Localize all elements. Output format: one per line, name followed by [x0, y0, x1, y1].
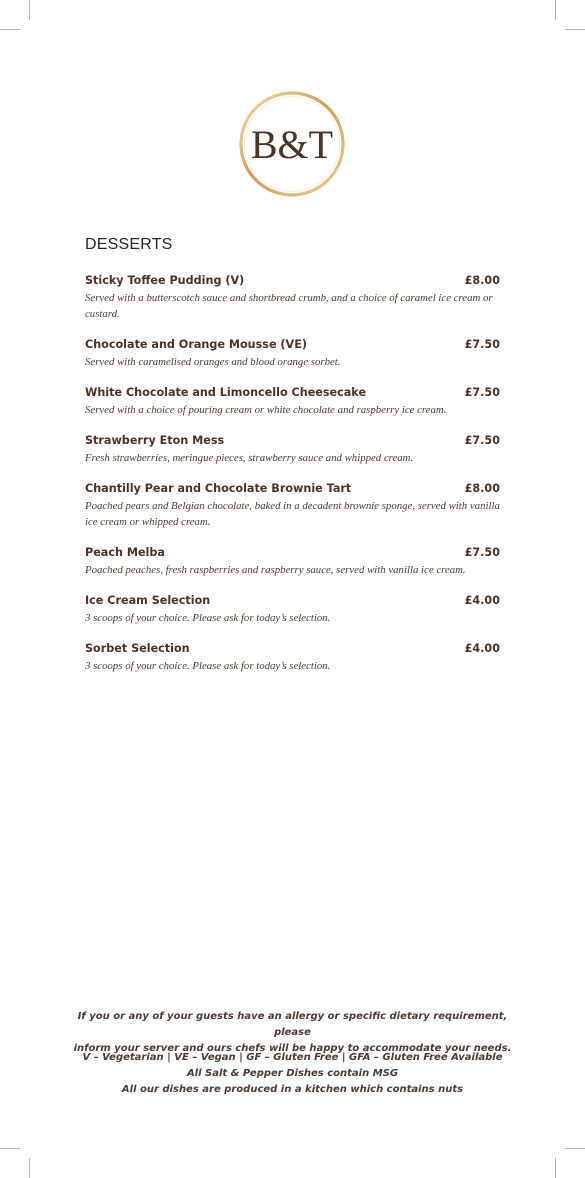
- item-name: Peach Melba: [85, 546, 165, 559]
- brand-logo: [236, 88, 348, 200]
- menu-item: [85, 642, 500, 674]
- menu-item: [85, 546, 500, 578]
- crop-mark: [555, 1158, 556, 1178]
- item-price: £8.00: [464, 482, 500, 495]
- section-title: DESSERTS: [85, 236, 173, 253]
- item-price: £7.50: [464, 338, 500, 351]
- menu-item: [85, 386, 500, 418]
- item-price: £8.00: [464, 274, 500, 287]
- crop-mark: [555, 0, 556, 20]
- item-name: Sorbet Selection: [85, 642, 190, 655]
- crop-mark: [29, 0, 30, 20]
- item-description: 3 scoops of your choice. Please ask for today’s selection.: [85, 612, 331, 624]
- item-name: Chantilly Pear and Chocolate Brownie Tart: [85, 482, 352, 495]
- nuts-note: All our dishes are produced in a kitchen which contains nuts: [121, 1084, 464, 1095]
- item-price: £7.50: [464, 386, 500, 399]
- menu-item: [85, 482, 500, 530]
- item-description: Served with a choice of pouring cream or white chocolate and raspberry ice cream.: [85, 404, 447, 416]
- item-name: Strawberry Eton Mess: [85, 434, 225, 447]
- allergy-line: inform your server and ours chefs will be happy to accommodate your needs.: [73, 1043, 512, 1054]
- menu-item: [85, 434, 500, 466]
- menu-item: [85, 274, 500, 322]
- item-name: Sticky Toffee Pudding (V): [85, 274, 245, 287]
- legend-line: V – Vegetarian | VE – Vegan | GF – Gluten Free | GFA – Gluten Free Available: [82, 1052, 503, 1063]
- logo-letters: B&T: [250, 122, 334, 167]
- item-name: Ice Cream Selection: [85, 594, 211, 607]
- menu-item: [85, 338, 500, 370]
- item-price: £4.00: [464, 642, 500, 655]
- item-description: Served with a butterscotch sauce and shortbread crumb, and a choice of caramel ice cream or custard.: [85, 292, 493, 320]
- item-price: £4.00: [464, 594, 500, 607]
- item-description: Poached pears and Belgian chocolate, baked in a decadent brownie sponge, served with vanilla ice cream or whipped cream.: [85, 500, 500, 528]
- crop-mark: [565, 1148, 585, 1149]
- item-name: Chocolate and Orange Mousse (VE): [85, 338, 307, 351]
- item-description: 3 scoops of your choice. Please ask for today’s selection.: [85, 660, 331, 672]
- item-price: £7.50: [464, 434, 500, 447]
- menu-item: [85, 594, 500, 626]
- item-price: £7.50: [464, 546, 500, 559]
- msg-note: All Salt & Pepper Dishes contain MSG: [186, 1068, 399, 1079]
- item-name: White Chocolate and Limoncello Cheesecake: [85, 386, 367, 399]
- item-description: Served with caramelised oranges and blood orange sorbet.: [85, 356, 341, 368]
- allergy-line: If you or any of your guests have an allergy or specific dietary requirement, please: [77, 1011, 508, 1038]
- item-description: Fresh strawberries, meringue pieces, strawberry sauce and whipped cream.: [85, 452, 414, 464]
- crop-mark: [0, 29, 20, 30]
- crop-mark: [29, 1158, 30, 1178]
- crop-mark: [0, 1148, 20, 1149]
- item-description: Poached peaches, fresh raspberries and raspberry sauce, served with vanilla ice cream.: [85, 564, 466, 576]
- crop-mark: [565, 29, 585, 30]
- dietary-legend: [60, 1050, 525, 1098]
